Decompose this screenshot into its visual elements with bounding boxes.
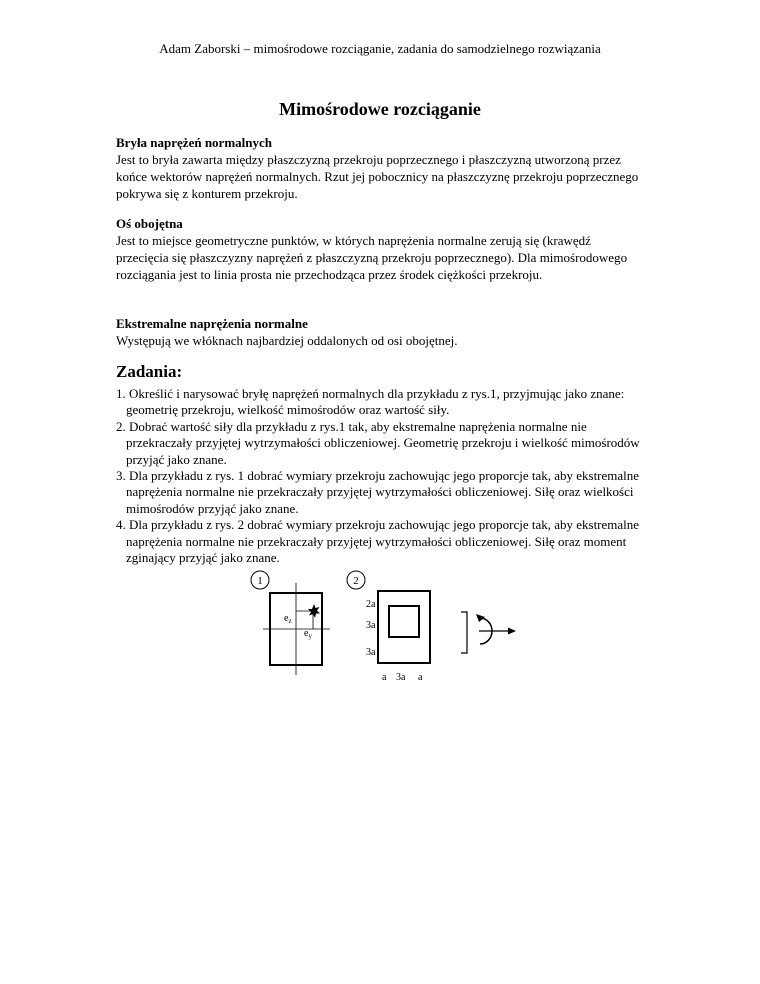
task-item: 2. Dobrać wartość siły dla przykładu z rys.1 tak, aby ekstremalne naprężenia normalne nie przekraczały przyjętej wytrzymałości obliczeniowej. Geometrię przekroju i wielkość mimośrodów przyjąć jako znane. — [116, 418, 640, 467]
task-item: 4. Dla przykładu z rys. 2 dobrać wymiary przekroju zachowując jego proporcje tak, aby ekstremalne naprężenia normalne nie przekraczały przyjętej wytrzymałości obliczeniowej. Siłę oraz moment zginający przyjąć jako znane. — [116, 517, 640, 566]
fig1-ey-label: $e_y$ — [304, 628, 312, 640]
section-text: Występują we włóknach najbardziej oddalonych od osi obojętnej. — [116, 333, 458, 348]
fig2-outer-section — [378, 591, 430, 663]
tasks-heading: Zadania: — [116, 362, 183, 381]
dim-label: 2a — [366, 599, 376, 610]
dim-label: 3a — [396, 672, 406, 683]
moment-arrowhead — [476, 614, 485, 622]
page-title: Mimośrodowe rozciąganie — [279, 99, 481, 119]
task-item: 1. Określić i narysować bryłę naprężeń normalnych dla przykładu z rys.1, przyjmując jako znane: geometrię przekroju, wielkość mimośrodów oraz wartość siły. — [116, 386, 625, 418]
task-item: 3. Dla przykładu z rys. 1 dobrać wymiary przekroju zachowując jego proporcje tak, aby ekstremalne naprężenia normalne nie przekraczały przyjętej wytrzymałości obliczeniowej. Siłę oraz wielkości mimośrodów przyjąć jako znane. — [116, 468, 640, 516]
dim-label: a — [418, 672, 423, 683]
fig2-label: 2 — [353, 575, 359, 587]
section-heading: Oś obojętna — [116, 216, 183, 231]
section-heading: Bryła naprężeń normalnych — [116, 135, 272, 150]
force-arrowhead — [508, 628, 516, 635]
dim-label: 3a — [366, 620, 376, 631]
fig1-label: 1 — [257, 575, 263, 587]
dim-label: 3a — [366, 647, 376, 658]
page-header: Adam Zaborski – mimośrodowe rozciąganie, zadania do samodzielnego rozwiązania — [159, 41, 601, 56]
side-view-bracket — [461, 612, 467, 653]
fig2-inner-hole — [389, 606, 419, 637]
section-heading: Ekstremalne naprężenia normalne — [116, 316, 308, 331]
section-text: Jest to miejsce geometryczne punktów, w których naprężenia normalne zerują się (krawędź przecięcia się płaszczyzny naprężeń z płaszczyzną przekroju poprzecznego). Dla mimośrodowego rozciągania jest to linia prosta nie przechodząca przez środek ciężkości przekroju. — [116, 233, 628, 282]
dim-label: a — [382, 672, 387, 683]
section-text: Jest to bryła zawarta między płaszczyzną przekroju poprzecznego i płaszczyzną utworzoną przez końce wektorów naprężeń normalnych. Rzut jej pobocznicy na płaszczyznę przekroju poprzecznego pokrywa się z konturem przekroju. — [116, 152, 639, 201]
fig1-ez-label: $e_z$ — [284, 613, 292, 625]
